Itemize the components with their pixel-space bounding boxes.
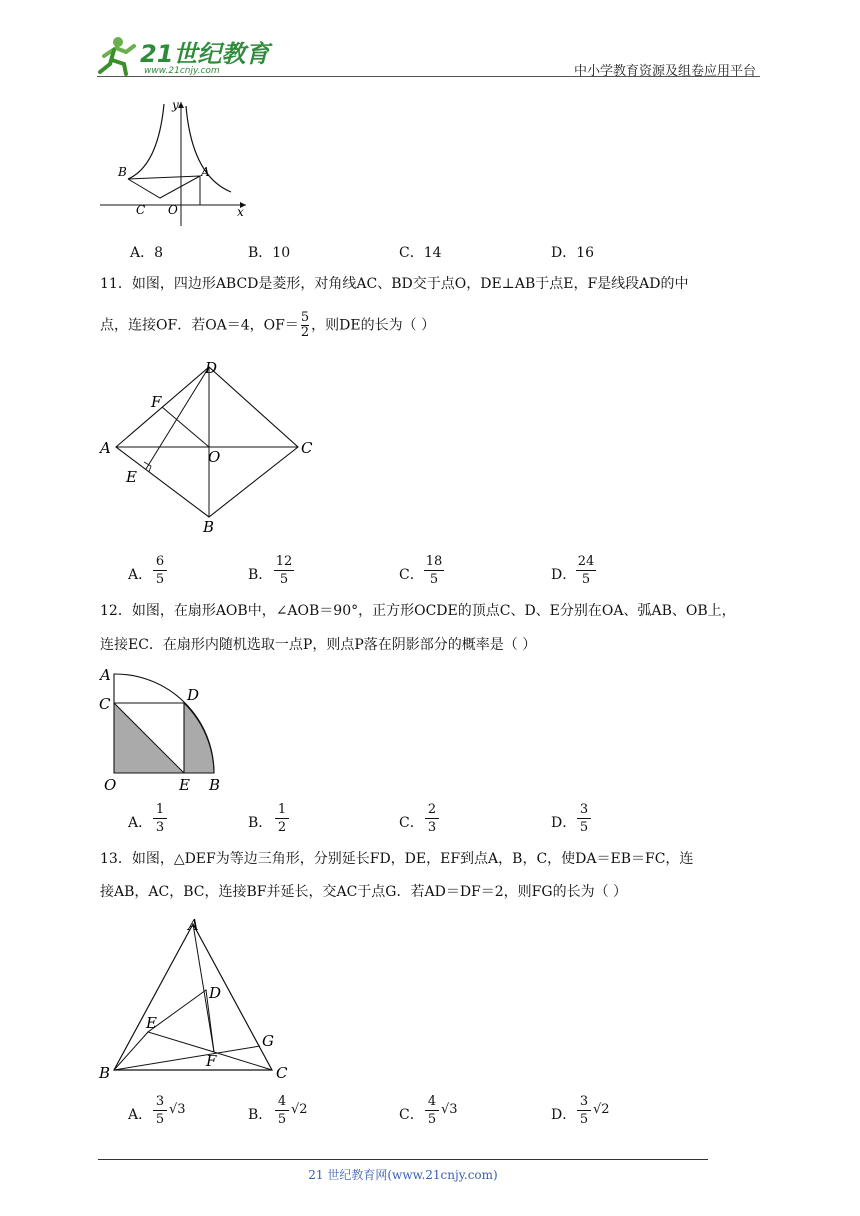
- q10-option-a: A．8: [130, 245, 164, 261]
- header-divider: [97, 76, 760, 77]
- logo-text: 21世纪教育: [140, 40, 270, 68]
- q13-label-G: G: [262, 1032, 274, 1050]
- q12-option-d-fraction: 3 5: [577, 802, 591, 835]
- q12-label-A: A: [100, 666, 111, 684]
- q12-label-O: O: [104, 776, 117, 794]
- q10-option-c: C．14: [399, 245, 442, 261]
- q11-label-C: C: [301, 439, 313, 457]
- q12-text-line2: 连接EC．在扇形内随机选取一点P，则点P落在阴影部分的概率是（ ）: [100, 637, 537, 653]
- q12-option-a-letter: A．: [128, 815, 153, 831]
- q11-label-D: D: [205, 359, 218, 377]
- q12-option-c-letter: C．: [399, 815, 424, 831]
- q12-option-a-fraction: 1 3: [153, 802, 167, 835]
- q13-label-C: C: [276, 1064, 288, 1082]
- q11-option-c-letter: C．: [399, 567, 424, 583]
- header-platform-name: 中小学教育资源及组卷应用平台: [573, 64, 756, 79]
- q11-text-line2: [100, 311, 435, 340]
- q10-label-x: x: [237, 205, 244, 219]
- q12-option-b-letter: B．: [248, 815, 273, 831]
- q13-option-b-fraction: 4 5: [275, 1094, 289, 1127]
- q13-option-c-root: √3: [441, 1102, 458, 1117]
- q10-label-A: A: [201, 165, 210, 179]
- q11-label-E: E: [126, 468, 137, 486]
- q12-option-b-fraction: 1 2: [275, 802, 289, 835]
- q11-inline-fraction: $\frac{5}{2}$: [300, 310, 310, 340]
- footer-link[interactable]: 21 世纪教育网(www.21cnjy.com): [308, 1168, 498, 1182]
- q13-text-line2: 接AB，AC，BC，连接BF并延长，交AC于点G．若AD＝DF＝2，则FG的长为（ ）: [100, 884, 628, 900]
- q11-line2-part-b: ，则DE的长为（ ）: [311, 317, 436, 334]
- runner-logo-icon: [100, 37, 134, 74]
- q10-figure: [96, 96, 256, 234]
- q13-label-D: D: [209, 984, 222, 1002]
- q10-label-B: B: [118, 165, 127, 179]
- q13-option-c-letter: C．: [399, 1107, 424, 1123]
- q11-option-b-fraction: 12 5: [275, 554, 293, 587]
- q11-option-a-fraction: 6 5: [153, 554, 167, 587]
- q11-option-a-letter: A．: [128, 567, 153, 583]
- q13-option-d-root: √2: [593, 1102, 610, 1117]
- q13-option-d-letter: D．: [551, 1107, 577, 1123]
- q13-label-F: F: [206, 1052, 217, 1070]
- q12-label-D: D: [187, 686, 200, 704]
- footer-divider: [98, 1159, 708, 1160]
- site-logo: [96, 34, 270, 80]
- q12-figure: [96, 664, 236, 798]
- q11-label-A: A: [100, 439, 111, 457]
- q10-label-O: O: [168, 203, 178, 217]
- q11-figure: [96, 356, 326, 542]
- q13-label-E: E: [146, 1014, 157, 1032]
- q13-option-a-fraction: 3 5: [153, 1094, 167, 1127]
- q10-label-y: y: [172, 98, 179, 112]
- q11-option-d-fraction: 24 5: [577, 554, 595, 587]
- q13-text-line1: 13．如图，△DEF为等边三角形，分别延长FD，DE，EF到点A，B，C，使DA＝EB＝FC，连: [100, 851, 694, 867]
- q12-option-c-fraction: 2 3: [425, 802, 439, 835]
- q11-option-b-letter: B．: [248, 567, 273, 583]
- q13-option-a-root: √3: [169, 1102, 186, 1117]
- q11-line2-part-a: 点，连接OF．若OA＝4，OF＝: [100, 317, 299, 334]
- q12-label-B: B: [209, 776, 221, 794]
- q12-text-line1: 12．如图，在扇形AOB中，∠AOB＝90°，正方形OCDE的顶点C、D、E分别在OA、弧AB、OB上，: [100, 603, 736, 619]
- q13-label-A: A: [188, 916, 199, 934]
- q11-option-d-letter: D．: [551, 567, 577, 583]
- logo-url: www.21cnjy.com: [144, 66, 220, 76]
- q10-label-C: C: [136, 203, 146, 217]
- q13-option-a-letter: A．: [128, 1107, 153, 1123]
- q11-label-O: O: [208, 448, 221, 466]
- q13-figure: [96, 912, 306, 1088]
- q13-option-d-fraction: 3 5: [577, 1094, 591, 1127]
- q10-option-b: B．10: [248, 245, 291, 261]
- q11-text-line1: 11．如图，四边形ABCD是菱形，对角线AC、BD交于点O，DE⊥AB于点E，F是线段AD的中: [100, 276, 689, 292]
- q13-option-c-fraction: 4 5: [425, 1094, 439, 1127]
- q11-label-F: F: [151, 393, 162, 411]
- q11-label-B: B: [203, 518, 215, 536]
- q12-label-C: C: [99, 695, 111, 713]
- q13-option-b-root: √2: [291, 1102, 308, 1117]
- q11-option-c-fraction: 18 5: [425, 554, 443, 587]
- q12-option-d-letter: D．: [551, 815, 577, 831]
- q13-option-b-letter: B．: [248, 1107, 273, 1123]
- q12-label-E: E: [179, 776, 190, 794]
- q13-label-B: B: [99, 1064, 111, 1082]
- q10-option-d: D．16: [551, 245, 595, 261]
